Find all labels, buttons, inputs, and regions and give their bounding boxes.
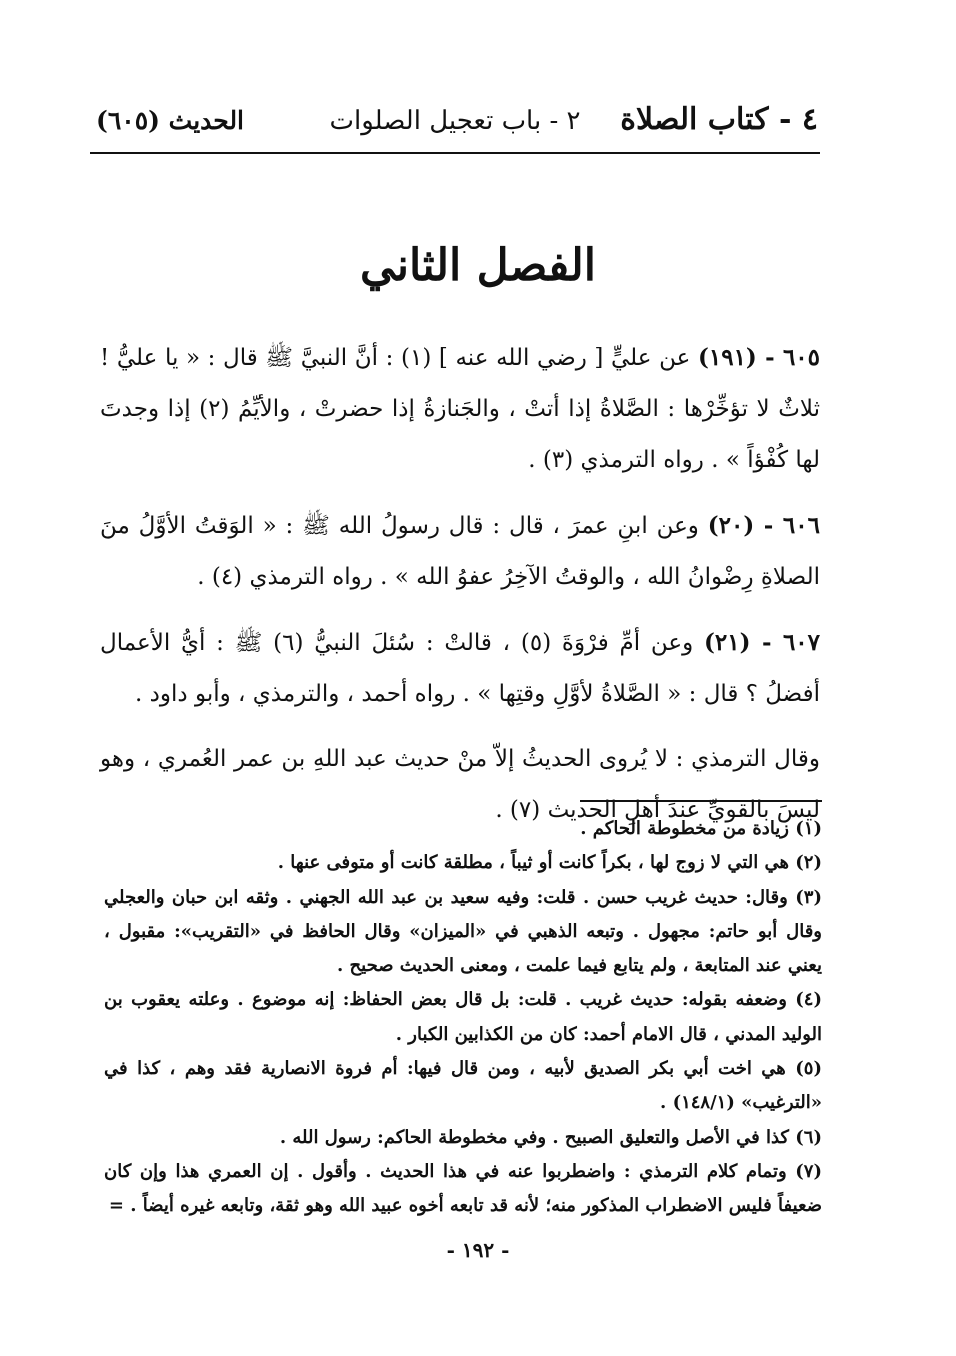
hadith-list [100,332,820,850]
header-divider [90,152,820,154]
footnote: (١) زيادة من مخطوطة الحاكم . [580,818,822,839]
header-book-title: ٤ - كتاب الصلاة [620,102,818,137]
footnote: (٥) هي اخت أبي بكر الصديق لأبيه ، ومن قال فيها: أم فروة الانصارية فقد وهم ، كذا في «الترغيب» (١٤٨/١) . [104,1058,822,1114]
footnote: (٣) وقال: حديث غريب حسن . قلت: وفيه سعيد بن عبد الله الجهني . وثقه ابن حبان والعجلي وقال أبو حاتم: مجهول . وتبعه الذهبي في «الميزان» وقال الحافظ في «التقريب»: مقبول ، يعني عند المتابعة ، ولم يتابع فيما علمت ، ومعنى الحديث صحيح . [104,886,822,977]
hadith-paragraph [100,332,820,486]
footnote: (٦) كذا في الأصل والتعليق الصبيح . وفي مخطوطة الحاكم: رسول الله . [279,1126,822,1148]
footnote: (٤) وضعفه بقوله: حديث غريب . قلت: بل قال بعض الحفاظ: إنه موضوع . وعلته يعقوب بن الوليد المدني ، قال الامام أحمد: كان من الكذابين الكبار . [104,989,822,1045]
hadith-text: وعن ابنِ عمرَ ، قال : قال رسولُ الله ﷺ : « الوَقتُ الأوَّلُ منَ الصلاةِ رِضْوانُ الله ، والوقتُ الآخِرُ عفوُ الله » . رواه الترمذي (٤) . [100,513,820,590]
hadith-text: عن عليٍّ [ رضي الله عنه ] (١) : أنَّ النبيَّ ﷺ قال : « يا عليُّ ! ثلاثٌ لا تؤخِّرْها : الصَّلاةُ إذا أتتْ ، والجَنازةُ إذا حضرتْ ، والأيِّمُ (٢) إذا وجدتَ لها كُفْؤاً » . رواه الترمذي (٣) . [100,345,820,473]
hadith-paragraph [100,617,820,720]
hadith-number: ٦٠٧ - (٢١) [704,629,820,656]
section-title: الفصل الثاني [360,240,596,291]
header-chapter-title: ٢ - باب تعجيل الصلوات [329,106,581,136]
footnote: (٧) وتمام كلام الترمذي : واضطربوا عنه في هذا الحديث . وأقول . إن العمري هذا وإن كان ضعيفاً فليس الاضطراب المذكور منه؛ لأنه قد تابعه أخوه عبيد الله وهو ثقة، وتابعه غيره أيضاً . = [104,1160,822,1217]
footnote-divider [580,800,822,802]
hadith-number: ٦٠٥ - (١٩١) [697,344,821,371]
hadith-paragraph [100,500,820,603]
footnotes [104,812,822,1224]
running-header [92,92,818,156]
page-number: - ١٩٢ - [446,1238,510,1262]
tirmidhi-note: وقال الترمذي : لا يُروى الحديثُ إلاّ منْ حديث عبد اللهِ بن عمر العُمري ، وهو ليسَ بالقويِّ عندَ أهلِ الحديث (٧) . [100,746,820,823]
footnote: (٢) هي التي لا زوج لها ، بكراً كانت أو ثيباً ، مطلقة كانت أو متوفى عنها . [277,852,822,874]
hadith-text: وعن أمِّ فرْوَةَ (٥) ، قالتْ : سُئلَ النبيُّ (٦) ﷺ : أيُّ الأعمال أفضلُ ؟ قال : « الصَّلاةُ لأوَّلِ وقتِها » . رواه أحمد ، والترمذي ، وأبو داود . [100,630,820,707]
hadith-number: ٦٠٦ - (٢٠) [707,512,820,539]
header-hadith-ref: الحديث (٦٠٥) [96,106,245,135]
